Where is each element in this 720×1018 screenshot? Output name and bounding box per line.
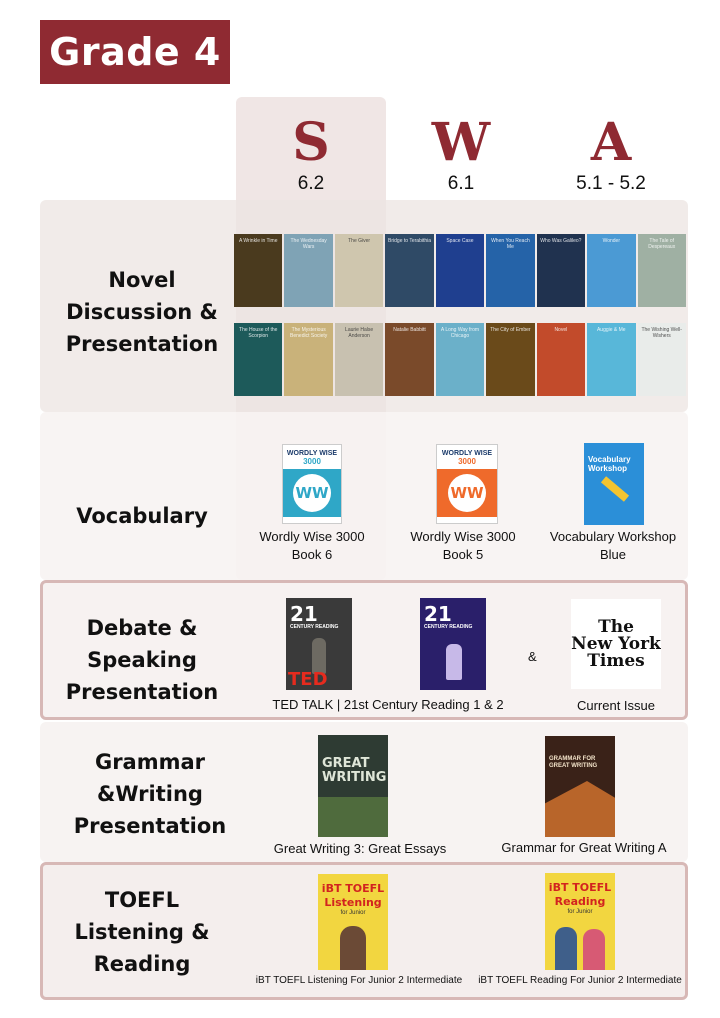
label-line: Listening & [74, 920, 210, 944]
cover-tagline: for Junior [567, 909, 593, 915]
caption-line: Wordly Wise 3000 [259, 529, 365, 544]
wordly-wise-book5-cover [436, 444, 498, 524]
novel-cover-title: The House of the Scorpion [239, 327, 278, 339]
novel-cover [638, 323, 686, 396]
cover-number: 21 [424, 602, 452, 626]
column-header-w [386, 112, 536, 194]
wordly-wise-book6-cover [282, 444, 342, 524]
ww-logo: WW [448, 474, 486, 512]
cover-title: WORDLY WISE [441, 450, 493, 457]
novel-cover [587, 323, 635, 396]
student-figure [340, 926, 366, 970]
novel-cover-title: Space Case [446, 238, 474, 244]
ted-logo: TED [288, 669, 328, 690]
cover-subtitle: CENTURY READING [290, 624, 339, 630]
label-line: Presentation [65, 332, 219, 356]
21st-century-reading-2-cover [420, 598, 486, 690]
grammar-caption-grammar-writing: Grammar for Great Writing A [501, 840, 667, 855]
novel-cover [234, 234, 282, 307]
cover-subtitle: Reading [554, 895, 606, 908]
label-line: Discussion & [66, 300, 218, 324]
column-letter: A [590, 112, 632, 173]
novel-cover-title: Novel [554, 327, 568, 333]
column-header-s [236, 112, 386, 194]
novel-cover [638, 234, 686, 307]
novel-cover [587, 234, 635, 307]
novel-cover [537, 234, 585, 307]
novel-cover-title: When You Reach Me [491, 238, 530, 250]
row-label-vocabulary [44, 500, 240, 532]
vocab-caption-workshop [540, 528, 686, 564]
label-line: Vocabulary [76, 504, 208, 528]
novel-cover [537, 323, 585, 396]
novel-cover-title: A Wrinkle in Time [238, 238, 278, 244]
novel-cover [385, 323, 433, 396]
vocab-caption-book6 [236, 528, 388, 564]
label-line: Speaking [87, 648, 197, 672]
cover-number: 3000 [458, 457, 476, 466]
cover-subtitle: Listening [324, 896, 382, 909]
novel-covers-row-1 [234, 234, 686, 307]
column-letter: S [292, 112, 330, 173]
student-figure [583, 929, 605, 970]
novel-cover-title: The Wishing Well-Wishers [641, 327, 682, 339]
row-label-novel [44, 264, 240, 360]
novel-cover-title: The Wednesday Wars [290, 238, 327, 250]
novel-cover-title: Natalie Babbitt [393, 327, 426, 333]
cover-dune [545, 781, 615, 837]
student-figure [555, 927, 577, 970]
novel-cover [436, 323, 484, 396]
label-line: TOEFL [104, 888, 180, 912]
caption-line: Vocabulary Workshop [549, 529, 677, 544]
label-line: Grammar [94, 750, 206, 774]
novel-cover [284, 323, 332, 396]
21st-century-reading-1-cover [286, 598, 352, 690]
vocabulary-workshop-cover [584, 443, 644, 525]
column-score: 6.2 [297, 173, 325, 194]
cover-title: GREAT WRITING [322, 756, 387, 785]
novel-cover-title: A Long Way from Chicago [440, 327, 480, 339]
toefl-caption-listening: iBT TOEFL Listening For Junior 2 Intermediate [255, 975, 463, 986]
cover-title: iBT TOEFL [321, 882, 385, 895]
novel-cover [335, 234, 383, 307]
toefl-caption-reading: iBT TOEFL Reading For Junior 2 Intermediate [478, 975, 682, 986]
cover-title: WORDLY WISE [286, 450, 338, 457]
novel-cover-title: Auggie & Me [596, 327, 626, 333]
novel-covers-row-2 [234, 323, 686, 396]
grammar-caption-great-writing: Great Writing 3: Great Essays [273, 841, 447, 856]
toefl-reading-cover [545, 873, 615, 970]
novel-cover [284, 234, 332, 307]
grade-title: Grade 4 [49, 30, 221, 74]
column-letter: W [431, 112, 491, 173]
nyt-logo [571, 599, 661, 689]
caption-line: Wordly Wise 3000 [410, 529, 516, 544]
nyt-line: Times [587, 650, 645, 671]
row-label-grammar [52, 746, 248, 842]
cover-rocks [318, 797, 388, 837]
cover-title: GRAMMAR FOR GREAT WRITING [549, 756, 598, 769]
novel-cover [335, 323, 383, 396]
novel-cover-title: Laurie Halse Anderson [345, 327, 374, 339]
novel-cover [486, 234, 534, 307]
novel-cover [385, 234, 433, 307]
ampersand: & [528, 649, 537, 664]
novel-cover [486, 323, 534, 396]
label-line: Debate & [86, 616, 198, 640]
caption-line: Book 5 [442, 547, 484, 562]
novel-cover [436, 234, 484, 307]
label-line: Reading [93, 952, 191, 976]
novel-cover-title: Bridge to Terabithia [388, 238, 432, 244]
cover-subtitle: CENTURY READING [424, 624, 473, 630]
speaker-figure [446, 644, 462, 680]
label-line: &Writing [97, 782, 203, 806]
novel-cover-title: The Mysterious Benedict Society [290, 327, 328, 339]
vocab-caption-book5 [386, 528, 540, 564]
cover-band [283, 469, 341, 517]
nyt-line: New York [571, 633, 661, 654]
novel-cover-title: Wonder [602, 238, 620, 244]
row-label-toefl [44, 884, 240, 980]
novel-cover-title: Who Was Galileo? [540, 238, 582, 244]
column-score: 5.1 - 5.2 [576, 173, 646, 194]
cover-number: 21 [290, 602, 318, 626]
column-header-a [536, 112, 686, 194]
label-line: Novel [108, 268, 176, 292]
novel-cover [234, 323, 282, 396]
cover-tagline: for Junior [340, 910, 366, 916]
caption-line: Book 6 [291, 547, 333, 562]
column-score: 6.1 [447, 173, 475, 194]
novel-cover-title: The City of Ember [490, 327, 531, 333]
pencil-icon [601, 476, 629, 501]
nyt-line: The [598, 616, 634, 637]
cover-number: 3000 [303, 457, 321, 466]
novel-cover-title: The Tale of Despereaux [648, 238, 676, 250]
great-writing-cover [318, 735, 388, 837]
novel-cover-title: The Giver [348, 238, 371, 244]
row-label-debate [44, 612, 240, 708]
debate-caption-current: Current Issue [576, 698, 656, 713]
cover-band [437, 469, 497, 517]
cover-title: Vocabulary Workshop [588, 455, 631, 473]
debate-caption-ted: TED TALK | 21st Century Reading 1 & 2 [272, 697, 504, 712]
grade-title-badge [40, 20, 230, 84]
cover-title: iBT TOEFL [548, 881, 612, 894]
ww-logo: WW [293, 474, 331, 512]
caption-line: Blue [599, 547, 627, 562]
grammar-great-writing-cover [545, 736, 615, 837]
label-line: Presentation [73, 814, 227, 838]
toefl-listening-cover [318, 874, 388, 970]
label-line: Presentation [65, 680, 219, 704]
